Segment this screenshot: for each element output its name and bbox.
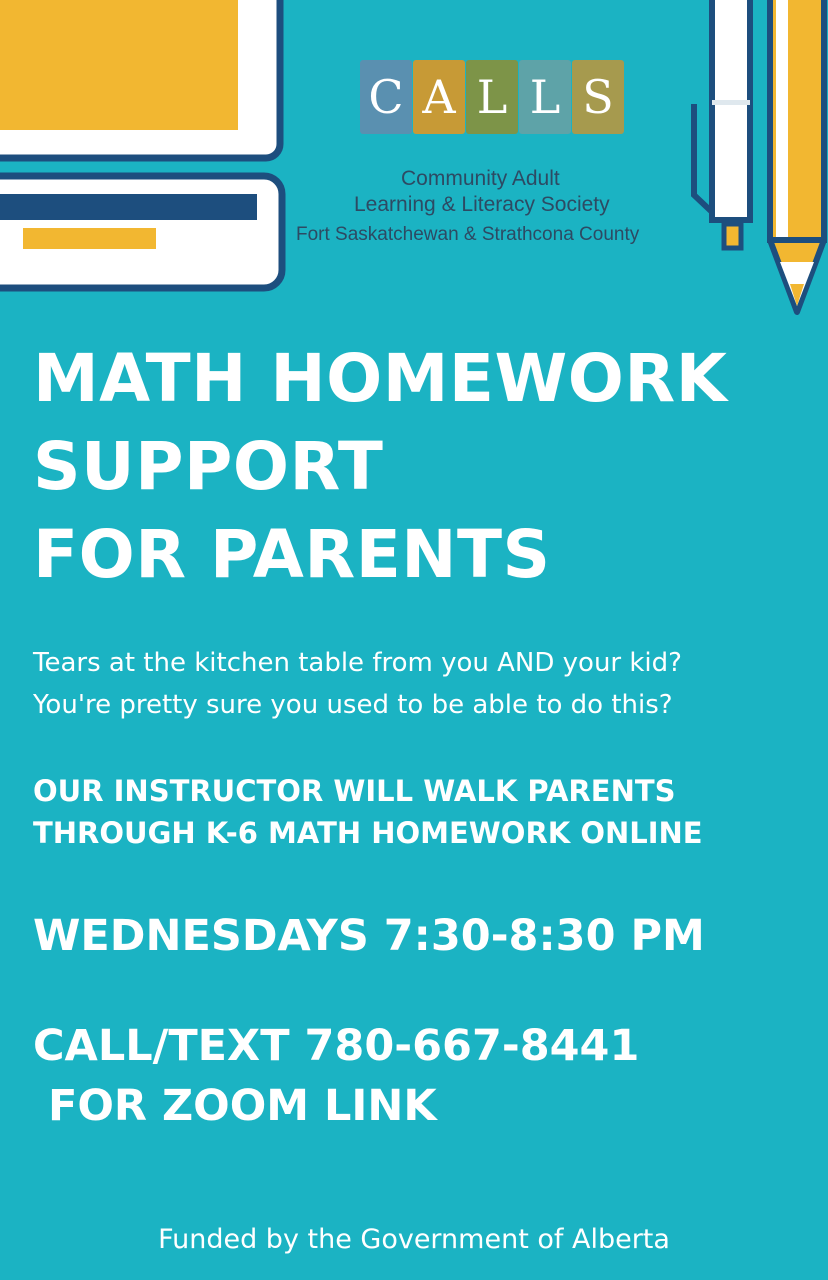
logo-tile-l2: L — [519, 60, 571, 134]
pencil-pen-illustration — [690, 0, 828, 320]
org-name-line1 — [401, 167, 560, 191]
org-name-line2-text: Learning & Literacy Society — [354, 193, 610, 216]
laptop-illustration — [0, 0, 290, 295]
headline: MATH HOMEWORK SUPPORT FOR PARENTS — [33, 340, 728, 593]
program-description: OUR INSTRUCTOR WILL WALK PARENTS THROUGH K-6 MATH HOMEWORK ONLINE — [33, 774, 703, 850]
org-region: Fort Saskatchewan & Strathcona County — [296, 224, 640, 245]
logo-tile-c: C — [360, 60, 412, 134]
intro-text: Tears at the kitchen table from you AND your kid? You're pretty sure you used to be able to do this? — [33, 648, 682, 720]
schedule: WEDNESDAYS 7:30-8:30 PM — [33, 911, 705, 961]
logo-tile-s: S — [572, 60, 624, 134]
org-name-line2 — [354, 193, 610, 217]
logo-tile-l1: L — [466, 60, 518, 134]
logo-tile-a: A — [413, 60, 465, 134]
funding-note: Funded by the Government of Alberta — [158, 1224, 670, 1255]
contact-info: CALL/TEXT 780-667-8441 FOR ZOOM LINK — [33, 1021, 640, 1131]
org-name-line1-text: Community Adult — [401, 167, 560, 190]
calls-logo — [360, 60, 625, 134]
